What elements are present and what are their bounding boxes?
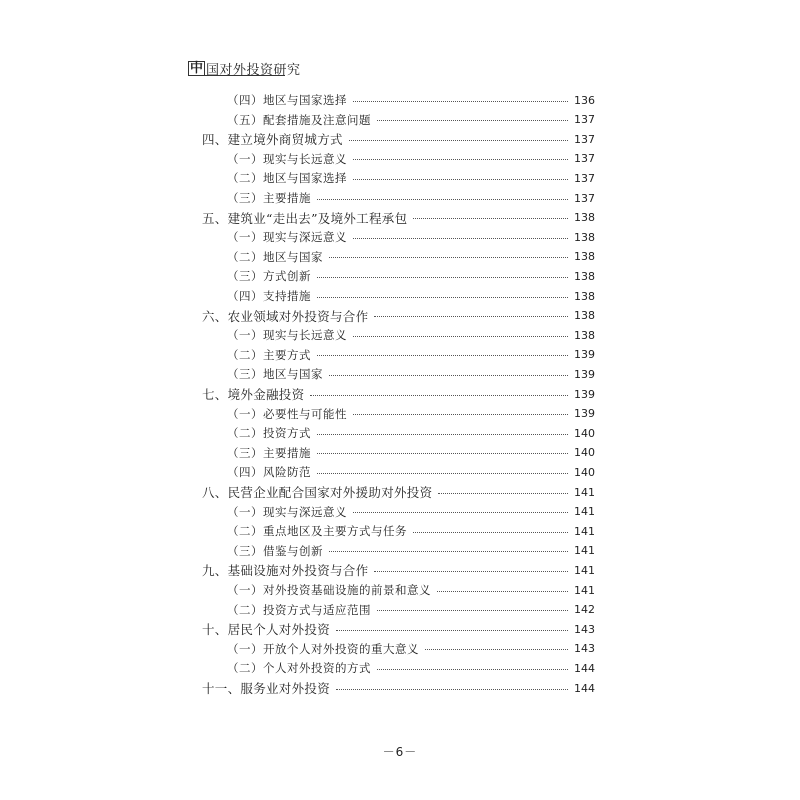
toc-entry-page: 139 bbox=[574, 367, 595, 381]
toc-entry bbox=[227, 541, 594, 561]
toc-entry bbox=[227, 188, 594, 208]
toc-entry bbox=[227, 404, 594, 424]
page-number: －6－ bbox=[382, 745, 418, 759]
toc-leader-dots bbox=[317, 355, 568, 356]
toc-entry-page: 137 bbox=[574, 152, 595, 166]
toc-entry-page: 138 bbox=[574, 309, 595, 323]
toc-leader-dots bbox=[317, 453, 568, 454]
toc-entry-title: （一）现实与深远意义 bbox=[227, 504, 347, 519]
toc-entry-title: （四）风险防范 bbox=[227, 465, 311, 480]
toc-entry-title: 八、民营企业配合国家对外援助对外投资 bbox=[202, 485, 433, 500]
toc-entry bbox=[227, 639, 594, 659]
toc-entry-page: 140 bbox=[574, 446, 595, 460]
toc-entry bbox=[227, 443, 594, 463]
toc-entry bbox=[227, 462, 594, 482]
toc-entry-title: 五、建筑业“走出去”及境外工程承包 bbox=[202, 210, 408, 226]
header-mark: 中 bbox=[190, 60, 204, 76]
running-header bbox=[188, 60, 301, 76]
toc-leader-dots bbox=[317, 434, 568, 435]
toc-leader-dots bbox=[377, 610, 568, 611]
toc-entry-page: 140 bbox=[574, 465, 595, 479]
toc-entry-title: （三）方式创新 bbox=[227, 269, 311, 284]
toc-entry-page: 138 bbox=[574, 289, 595, 303]
toc-entry-page: 138 bbox=[574, 230, 595, 244]
toc-entry bbox=[227, 502, 594, 522]
toc-entry bbox=[227, 658, 594, 678]
toc-entry bbox=[227, 266, 594, 286]
toc-entry bbox=[227, 168, 594, 188]
toc-entry-title: （二）地区与国家选择 bbox=[227, 171, 347, 186]
toc-entry-title: （二）投资方式 bbox=[227, 426, 311, 441]
toc-leader-dots bbox=[425, 649, 568, 650]
toc-entry bbox=[227, 149, 594, 169]
toc-entry-title: 十、居民个人对外投资 bbox=[202, 622, 331, 638]
toc-entry-page: 144 bbox=[574, 661, 595, 675]
toc-entry-page: 141 bbox=[574, 524, 595, 538]
toc-leader-dots bbox=[377, 120, 568, 121]
toc-entry bbox=[227, 247, 594, 267]
toc-leader-dots bbox=[413, 532, 568, 533]
toc-entry-title: （五）配套措施及注意问题 bbox=[227, 112, 371, 127]
toc-entry bbox=[227, 423, 594, 443]
toc-entry-page: 140 bbox=[574, 426, 595, 440]
toc-entry-page: 141 bbox=[574, 485, 595, 499]
toc-entry-page: 142 bbox=[574, 603, 595, 617]
toc-entry-page: 139 bbox=[574, 407, 595, 421]
toc-entry bbox=[227, 325, 594, 345]
toc-entry-title: （四）地区与国家选择 bbox=[227, 93, 347, 107]
toc-entry bbox=[227, 286, 594, 306]
toc-entry-page: 139 bbox=[574, 387, 595, 401]
toc-entry-page: 137 bbox=[574, 171, 595, 185]
toc-leader-dots bbox=[353, 159, 568, 160]
toc-entry-title: 四、建立境外商贸城方式 bbox=[202, 132, 343, 148]
toc-leader-dots bbox=[317, 473, 568, 474]
toc-entry-page: 139 bbox=[574, 348, 595, 362]
toc-leader-dots bbox=[336, 630, 568, 631]
toc-entry-title: （一）对外投资基础设施的前景和意义 bbox=[227, 583, 431, 597]
header-rule bbox=[188, 75, 285, 76]
toc-entry-page: 141 bbox=[574, 563, 595, 577]
toc-leader-dots bbox=[353, 238, 568, 239]
toc-entry-title: （二）投资方式与适应范围 bbox=[227, 602, 371, 617]
toc-entry bbox=[202, 208, 594, 228]
toc-entry-title: （一）现实与长远意义 bbox=[227, 328, 347, 343]
toc-entry-page: 138 bbox=[574, 328, 595, 342]
toc-leader-dots bbox=[317, 277, 568, 278]
toc-entry bbox=[227, 521, 594, 541]
toc-entry-page: 138 bbox=[574, 250, 595, 264]
toc-entry bbox=[202, 129, 594, 149]
toc-entry-title: 七、境外金融投资 bbox=[202, 387, 305, 402]
toc-leader-dots bbox=[374, 571, 568, 572]
toc-entry-title: （二）地区与国家 bbox=[227, 249, 323, 264]
toc-entry-page: 143 bbox=[574, 642, 595, 656]
toc-leader-dots bbox=[336, 689, 568, 690]
toc-leader-dots bbox=[437, 591, 568, 592]
toc-leader-dots bbox=[310, 395, 568, 396]
toc-leader-dots bbox=[353, 414, 568, 415]
toc-entry-title: （二）个人对外投资的方式 bbox=[227, 661, 371, 676]
toc-entry bbox=[227, 90, 594, 110]
header-title: 国对外投资研究 bbox=[206, 62, 301, 78]
toc-leader-dots bbox=[353, 101, 568, 102]
toc-entry-title: （一）现实与长远意义 bbox=[227, 151, 347, 166]
toc-entry-page: 141 bbox=[574, 544, 595, 558]
toc-entry-page: 141 bbox=[574, 505, 595, 519]
toc-leader-dots bbox=[413, 218, 568, 219]
toc-leader-dots bbox=[349, 140, 568, 141]
toc-entry bbox=[227, 600, 594, 620]
toc-entry-title: （二）重点地区及主要方式与任务 bbox=[227, 524, 407, 539]
toc-entry-page: 137 bbox=[574, 191, 595, 205]
toc-leader-dots bbox=[353, 179, 568, 180]
toc-leader-dots bbox=[317, 199, 568, 200]
toc-entry bbox=[227, 580, 594, 600]
toc-entry-title: （一）必要性与可能性 bbox=[227, 406, 347, 421]
toc-leader-dots bbox=[377, 669, 568, 670]
toc-leader-dots bbox=[374, 316, 568, 317]
toc-entry-page: 141 bbox=[574, 583, 595, 597]
toc-entry bbox=[227, 345, 594, 365]
toc-entry bbox=[202, 678, 594, 698]
toc-entry-title: 六、农业领域对外投资与合作 bbox=[202, 308, 369, 324]
toc-entry bbox=[202, 560, 594, 580]
toc-entry-page: 138 bbox=[574, 269, 595, 283]
toc-entry-title: （三）主要措施 bbox=[227, 191, 311, 205]
toc-entry-title: 十一、服务业对外投资 bbox=[202, 681, 331, 696]
toc-leader-dots bbox=[438, 493, 568, 494]
toc-entry-title: （三）地区与国家 bbox=[227, 367, 323, 382]
toc-entry bbox=[202, 306, 594, 326]
toc-entry-page: 144 bbox=[574, 681, 595, 695]
toc-entry-page: 137 bbox=[574, 113, 595, 127]
toc-leader-dots bbox=[353, 512, 568, 513]
toc-entry bbox=[227, 364, 594, 384]
toc-entry bbox=[227, 110, 594, 130]
toc-entry-title: （三）借鉴与创新 bbox=[227, 543, 323, 558]
toc-entry-page: 137 bbox=[574, 132, 595, 146]
toc-leader-dots bbox=[329, 375, 568, 376]
toc-entry bbox=[227, 227, 594, 247]
toc-entry-title: （一）现实与深远意义 bbox=[227, 230, 347, 245]
toc-entry-page: 136 bbox=[574, 93, 595, 107]
toc-entry-title: 九、基础设施对外投资与合作 bbox=[202, 563, 369, 579]
toc-leader-dots bbox=[329, 257, 568, 258]
toc-entry-title: （一）开放个人对外投资的重大意义 bbox=[227, 641, 419, 656]
toc-entry-page: 143 bbox=[574, 622, 595, 636]
toc-entry-title: （四）支持措施 bbox=[227, 289, 311, 303]
toc-entry bbox=[202, 384, 594, 404]
toc-entry bbox=[202, 482, 594, 502]
toc-leader-dots bbox=[353, 336, 568, 337]
toc-leader-dots bbox=[329, 551, 568, 552]
toc-entry bbox=[202, 619, 594, 639]
toc-entry-title: （二）主要方式 bbox=[227, 347, 311, 362]
toc-leader-dots bbox=[317, 297, 568, 298]
toc-entry-title: （三）主要措施 bbox=[227, 445, 311, 460]
toc-entry-page: 138 bbox=[574, 211, 595, 225]
